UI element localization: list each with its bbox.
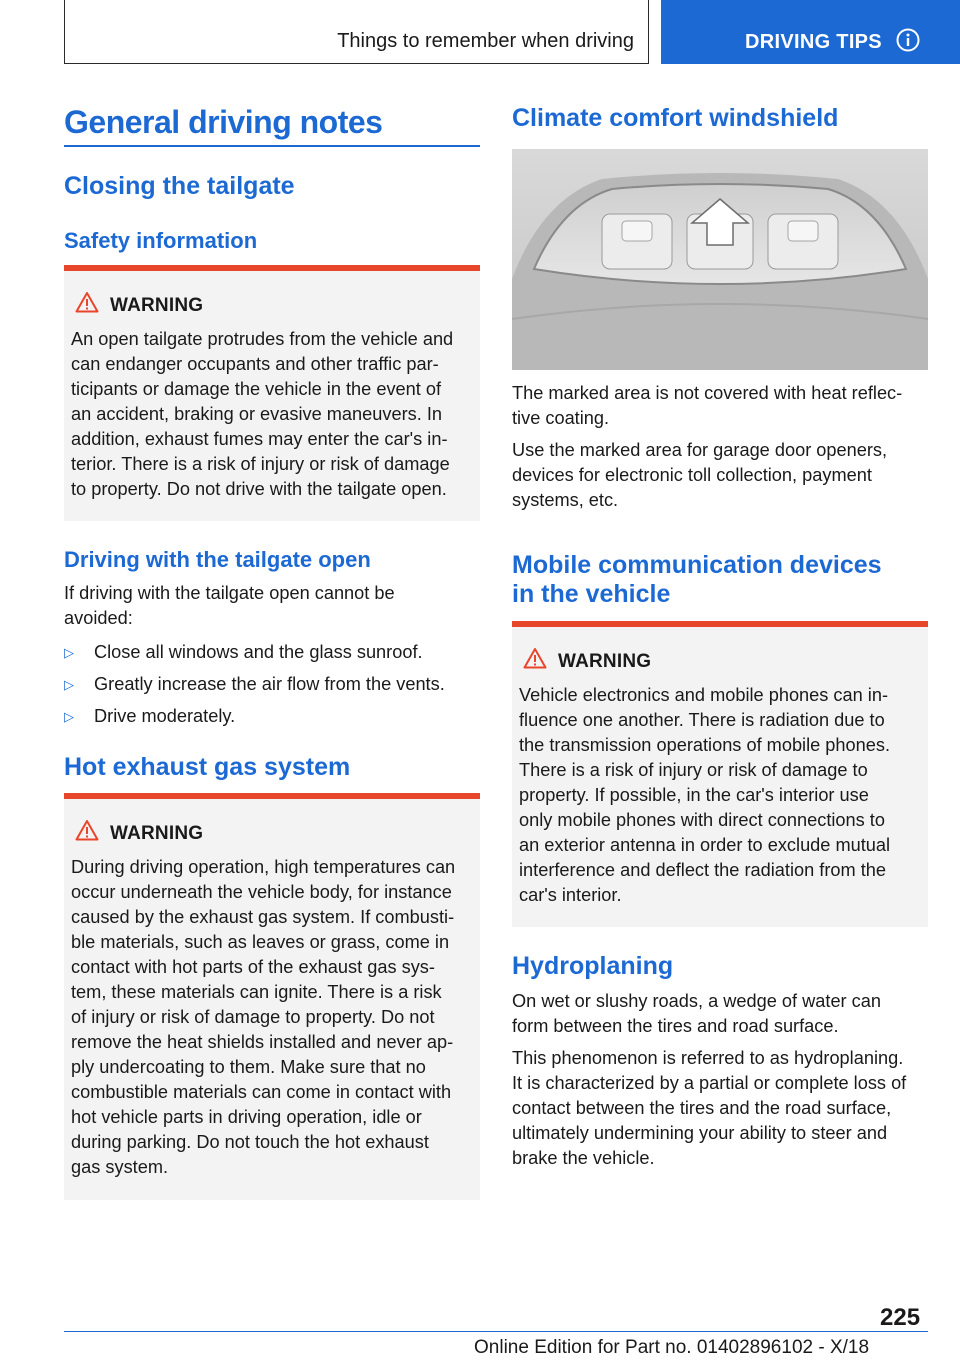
edition-note: Online Edition for Part no. 01402896102 - X/18: [474, 1337, 870, 1358]
warning-title: WARNING: [110, 295, 204, 316]
warning-text: Vehicle electronics and mobile phones can in- fluence one another. There is radiation due to the transmission operations of mobile phones. There is a risk of injury or risk of damage to property. If possible, in the car's interior use only mobile phones with direct connections to an exterior antenna in order to exclude mutual interference and deflect the radiation from the car's interior.: [519, 685, 891, 905]
list-item-text: Greatly increase the air flow from the vents.: [94, 674, 445, 694]
heading-hydroplaning: Hydroplaning: [512, 952, 674, 980]
running-header: [64, 0, 649, 64]
page-number: 225: [880, 1304, 921, 1331]
hydroplaning-intro: On wet or slushy roads, a wedge of water can form between the tires and road surface.: [512, 991, 881, 1036]
chapter-title: DRIVING TIPS: [745, 31, 882, 53]
bullet-triangle-icon: ▷: [64, 645, 74, 660]
heading-climate-windshield: Climate comfort windshield: [512, 104, 839, 132]
warning-box: [64, 265, 480, 521]
heading-driving-tailgate-open: Driving with the tailgate open: [64, 547, 371, 572]
title-rule: [64, 145, 480, 147]
heading-hot-exhaust: Hot exhaust gas system: [64, 753, 351, 781]
figure-caption: The marked area is not covered with heat reflec- tive coating.: [512, 383, 903, 428]
windshield-figure: [512, 149, 928, 370]
warning-box: [64, 793, 480, 1200]
page-title: General driving notes: [64, 104, 383, 140]
warning-text: An open tailgate protrudes from the vehicle and can endanger occupants and other traffic par- ticipants or damage the vehicle in the event of an accident, braking or evasive maneuvers. In addition, exhaust fumes may enter the car's in- terior. There is a risk of injury or risk of damage to property. Do not drive with the tailgate open.: [71, 329, 454, 499]
warning-title: WARNING: [110, 823, 204, 844]
heading-closing-tailgate: Closing the tailgate: [64, 172, 295, 200]
warning-title: WARNING: [558, 651, 652, 672]
warning-box: [512, 621, 928, 927]
footer-rule: [64, 1331, 928, 1332]
warning-triangle-icon: [75, 291, 99, 313]
figure-usage-text: Use the marked area for garage door openers, devices for electronic toll collection, payment systems, etc.: [512, 440, 888, 510]
warning-text: During driving operation, high temperatures can occur underneath the vehicle body, for instance caused by the exhaust gas system. If combusti- ble materials, such as leaves or grass, come in contact with hot parts of the exhaust gas sys- tem, these materials can ignite. There is a risk of injury or risk of damage to property. Do not remove the heat shields installed and never ap- ply undercoating to them. Make sure that no combustible materials can come in contact with hot vehicle parts in driving operation, idle or during parking. Do not touch the hot exhaust gas system.: [71, 857, 456, 1177]
warning-triangle-icon: [523, 647, 547, 669]
list-item-text: Drive moderately.: [94, 706, 236, 726]
hydroplaning-description: This phenomenon is referred to as hydroplaning. It is characterized by a partial or complete loss of contact between the tires and the road surface, ultimately undermining your ability to steer and brake the vehicle.: [512, 1048, 907, 1168]
section-title: Things to remember when driving: [337, 30, 634, 52]
list-item-text: Close all windows and the glass sunroof.: [94, 642, 423, 662]
heading-mobile-devices: Mobile communication devices in the vehicle: [512, 551, 882, 608]
info-icon: [896, 28, 920, 52]
bullet-triangle-icon: ▷: [64, 709, 74, 724]
driving-intro: If driving with the tailgate open cannot be avoided:: [64, 583, 395, 628]
bullet-triangle-icon: ▷: [64, 677, 74, 692]
warning-triangle-icon: [75, 819, 99, 841]
chapter-tab[interactable]: [661, 0, 960, 64]
heading-safety-information: Safety information: [64, 228, 258, 253]
